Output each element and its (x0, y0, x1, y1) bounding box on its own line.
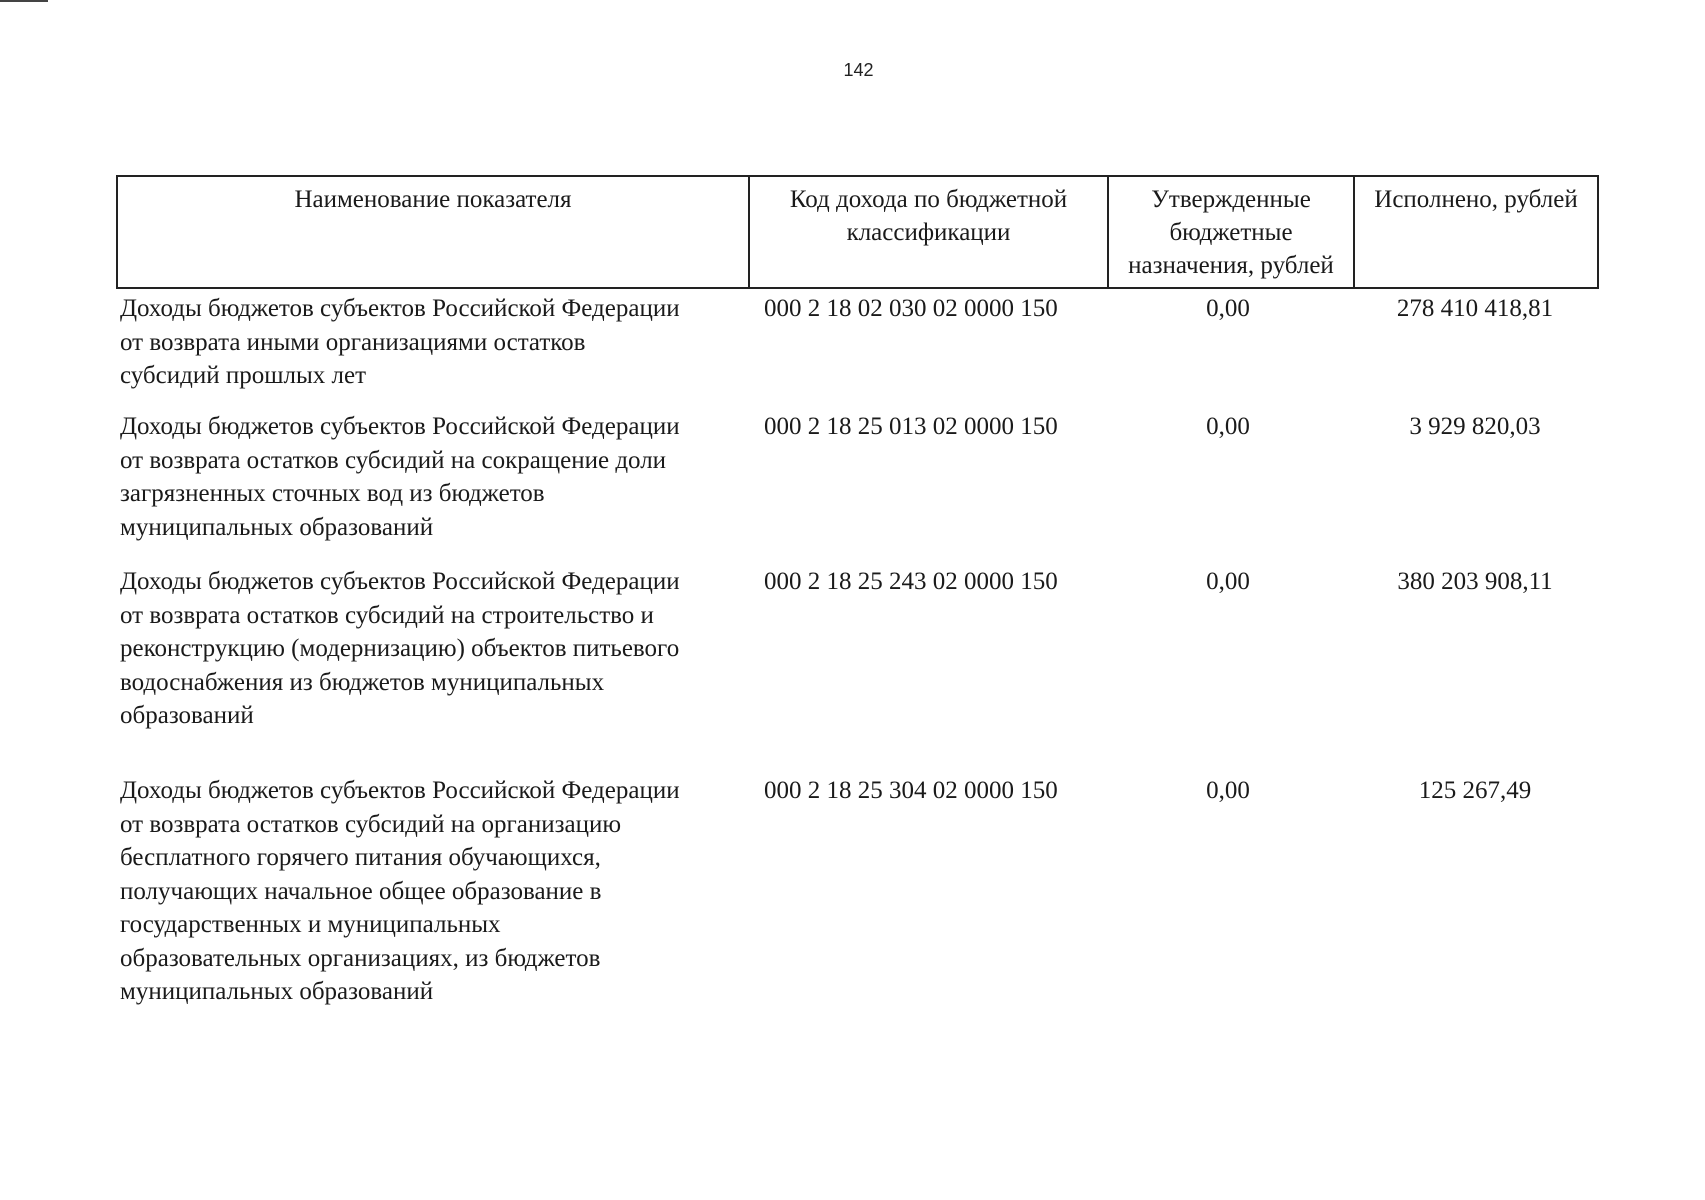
row-code: 000 2 18 25 013 02 0000 150 (764, 413, 1058, 440)
row-name-line: Доходы бюджетов субъектов Российской Федерации (120, 295, 680, 322)
row-name-line: получающих начальное общее образование в (120, 877, 602, 905)
row-name (120, 774, 760, 1009)
row-done: 278 410 418,81 (1396, 295, 1554, 322)
row-name (120, 565, 760, 733)
row-name-line: от возврата остатков субсидий на организацию (120, 810, 622, 838)
row-name-line: Доходы бюджетов субъектов Российской Федерации (120, 413, 680, 440)
scan-corner-mark (0, 0, 48, 2)
row-plan: 0,00 (1206, 568, 1250, 595)
header-code-line: классификации (846, 219, 1011, 246)
header-done (1353, 177, 1597, 287)
header-code-line: Код дохода по бюджетной (789, 186, 1068, 213)
row-done: 125 267,49 (1418, 777, 1532, 804)
row-name-line: Доходы бюджетов субъектов Российской Федерации (120, 568, 680, 595)
header-plan-line: назначения, рублей (1128, 252, 1334, 279)
header-code (748, 177, 1107, 287)
header-plan-line: Утвержденные (1151, 186, 1311, 213)
row-plan: 0,00 (1206, 777, 1250, 804)
row-name-line: бесплатного горячего питания обучающихся, (120, 844, 601, 871)
row-name-line: образований (120, 702, 254, 729)
row-name-line: реконструкцию (модернизацию) объектов питьевого (120, 635, 680, 662)
row-code: 000 2 18 25 243 02 0000 150 (764, 568, 1058, 595)
row-name-line: Доходы бюджетов субъектов Российской Федерации (120, 777, 680, 804)
row-name-line: от возврата иными организациями остатков (120, 328, 586, 356)
row-done: 380 203 908,11 (1397, 568, 1553, 595)
row-name (120, 410, 760, 544)
row-name (120, 292, 760, 393)
header-name (118, 177, 748, 287)
row-name-line: муниципальных образований (120, 978, 434, 1005)
row-name-line: государственных и муниципальных (120, 911, 501, 938)
header-plan (1107, 177, 1353, 287)
header-done-text: Исполнено, рублей (1374, 186, 1578, 213)
row-name-line: субсидий прошлых лет (120, 362, 367, 389)
row-name-line: муниципальных образований (120, 513, 434, 541)
row-done: 3 929 820,03 (1409, 413, 1541, 440)
row-code: 000 2 18 02 030 02 0000 150 (764, 295, 1058, 322)
row-name-line: от возврата остатков субсидий на сокращение доли (120, 446, 667, 474)
row-plan: 0,00 (1206, 413, 1250, 440)
row-plan: 0,00 (1206, 295, 1250, 322)
row-code: 000 2 18 25 304 02 0000 150 (764, 777, 1058, 804)
row-name-line: водоснабжения из бюджетов муниципальных (120, 668, 605, 696)
row-name-line: от возврата остатков субсидий на строительство и (120, 601, 654, 629)
header-plan-line: бюджетные (1169, 219, 1293, 246)
row-name-line: образовательных организациях, из бюджетов (120, 944, 601, 972)
page-number: 142 (843, 60, 874, 80)
header-name-text: Наименование показателя (294, 186, 572, 213)
table-header (116, 175, 1599, 289)
row-name-line: загрязненных сточных вод из бюджетов (120, 480, 545, 507)
